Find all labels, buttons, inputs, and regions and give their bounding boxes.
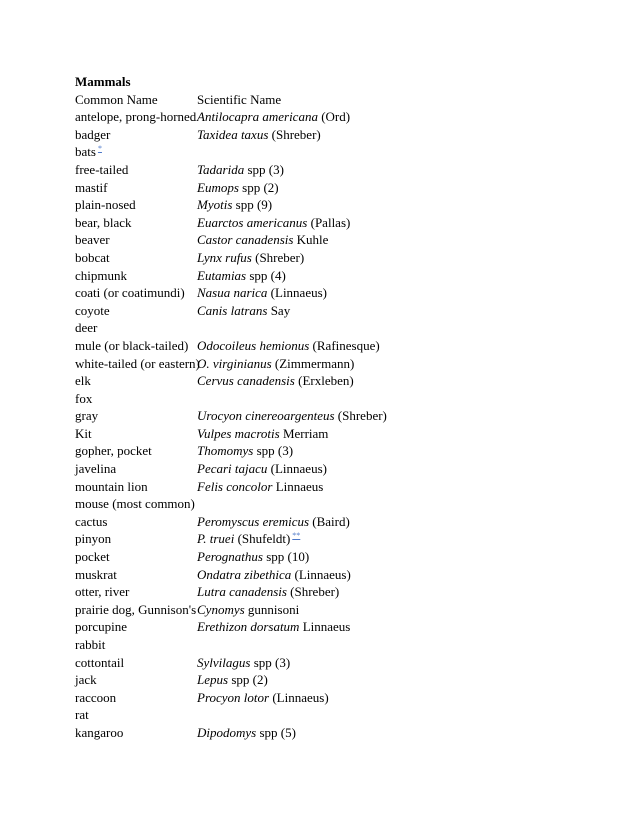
scientific-name-cell <box>197 284 615 302</box>
scientific-name-italic: Pecari tajacu <box>197 461 268 477</box>
common-name-cell: Kit <box>75 425 92 441</box>
table-row <box>75 390 615 408</box>
scientific-name-authority: Say <box>270 302 291 318</box>
table-row <box>75 460 615 478</box>
common-name-cell: elk <box>75 373 91 389</box>
common-name-cell: coyote <box>75 302 110 318</box>
scientific-name-italic: Thomomys <box>197 443 254 459</box>
common-name-cell: javelina <box>75 461 117 477</box>
common-name-cell: kangaroo <box>75 724 124 740</box>
common-name-cell: mouse (most common) <box>75 496 195 512</box>
table-row <box>75 214 615 232</box>
common-name-cell: mule (or black-tailed) <box>75 337 189 353</box>
table-row <box>75 724 615 742</box>
table-row <box>75 126 615 144</box>
common-name-cell: coati (or coatimundi) <box>75 285 185 301</box>
scientific-name-cell <box>197 355 615 373</box>
scientific-name-italic: Felis concolor <box>197 478 273 494</box>
scientific-name-cell <box>197 249 615 267</box>
scientific-name-cell <box>197 179 615 197</box>
species-list <box>75 108 615 741</box>
scientific-name-cell <box>197 601 615 619</box>
scientific-name-cell <box>197 214 615 232</box>
common-name-cell: mountain lion <box>75 478 148 494</box>
common-name-cell: rabbit <box>75 637 106 652</box>
scientific-name-authority: (Linnaeus) <box>272 689 329 705</box>
common-name-cell: antelope, prong-horned <box>75 109 197 125</box>
table-row <box>75 249 615 267</box>
scientific-name-italic: O. virginianus <box>197 355 272 371</box>
table-row <box>75 478 615 496</box>
scientific-name-italic: Euarctos americanus <box>197 214 308 230</box>
scientific-name-cell <box>197 161 615 179</box>
column-header-scientific: Scientific Name <box>197 91 282 107</box>
table-row <box>75 355 615 373</box>
scientific-name-cell <box>197 372 615 390</box>
footnote-link[interactable]: * <box>97 144 102 154</box>
scientific-name-cell <box>197 478 615 496</box>
scientific-name-cell <box>197 231 615 249</box>
scientific-name-italic: Procyon lotor <box>197 689 270 705</box>
table-row <box>75 337 615 355</box>
scientific-name-italic: Eumops <box>197 179 239 195</box>
common-name-cell: fox <box>75 390 93 406</box>
scientific-name-authority: (Erxleben) <box>298 373 354 389</box>
scientific-name-cell <box>197 654 615 672</box>
footnote-link[interactable]: ** <box>292 531 301 541</box>
scientific-name-authority: (Baird) <box>312 513 350 529</box>
section-heading: Mammals <box>75 74 131 89</box>
scientific-name-authority: (Pallas) <box>310 214 351 230</box>
common-name-cell: raccoon <box>75 689 117 705</box>
scientific-name-cell <box>197 513 615 531</box>
table-row <box>75 706 615 724</box>
table-row <box>75 179 615 197</box>
scientific-name-italic: Myotis <box>197 197 233 213</box>
scientific-name-italic: Sylvilagus <box>197 654 251 670</box>
scientific-name-cell <box>197 390 615 408</box>
scientific-name-authority: spp (5) <box>259 724 296 740</box>
table-row <box>75 143 615 161</box>
scientific-name-cell <box>197 636 615 654</box>
scientific-name-authority: spp (3) <box>256 443 294 459</box>
table-row <box>75 108 615 126</box>
common-name-cell: deer <box>75 320 98 336</box>
scientific-name-authority: spp (2) <box>242 179 279 195</box>
common-name-cell: chipmunk <box>75 267 127 283</box>
table-row <box>75 267 615 285</box>
scientific-name-cell <box>197 671 615 689</box>
scientific-name-cell <box>197 108 615 126</box>
common-name-cell: mastif <box>75 179 108 195</box>
scientific-name-italic: Tadarida <box>197 161 245 177</box>
scientific-name-italic: Lepus <box>197 672 229 688</box>
table-row <box>75 671 615 689</box>
scientific-name-cell <box>197 566 615 584</box>
scientific-name-authority: (Shreber) <box>255 249 305 265</box>
scientific-name-cell <box>197 196 615 214</box>
common-name-cell: rat <box>75 707 89 723</box>
scientific-name-cell <box>197 495 615 513</box>
scientific-name-cell <box>197 548 615 566</box>
table-row <box>75 161 615 179</box>
scientific-name-cell <box>197 425 615 443</box>
scientific-name-cell <box>197 689 615 707</box>
common-name-cell: bear, black <box>75 214 132 230</box>
common-name-cell: muskrat <box>75 566 117 582</box>
table-row <box>75 548 615 566</box>
scientific-name-italic: Taxidea taxus <box>197 126 269 142</box>
table-row <box>75 284 615 302</box>
scientific-name-italic: Cervus canadensis <box>197 373 295 389</box>
scientific-name-italic: Ondatra zibethica <box>197 566 292 582</box>
scientific-name-italic: Antilocapra americana <box>197 109 318 125</box>
scientific-name-italic: Cynomys <box>197 601 245 617</box>
common-name-cell: gopher, pocket <box>75 443 152 459</box>
table-row <box>75 425 615 443</box>
scientific-name-cell <box>197 583 615 601</box>
scientific-name-authority: spp (3) <box>247 161 284 177</box>
common-name-cell: bobcat <box>75 249 110 265</box>
scientific-name-authority: gunnisoni <box>247 601 300 617</box>
common-name-cell: jack <box>75 672 97 688</box>
scientific-name-italic: Perognathus <box>197 549 263 565</box>
scientific-name-cell <box>197 706 615 724</box>
table-row <box>75 530 615 548</box>
scientific-name-cell <box>197 143 615 161</box>
scientific-name-cell <box>197 460 615 478</box>
scientific-name-authority: spp (3) <box>253 654 291 670</box>
table-row <box>75 654 615 672</box>
common-name-cell: bats * <box>75 144 102 160</box>
scientific-name-italic: Eutamias <box>197 267 247 283</box>
scientific-name-cell <box>197 126 615 144</box>
column-header-common: Common Name <box>75 91 158 107</box>
scientific-name-italic: Urocyon cinereoargenteus <box>197 408 335 424</box>
scientific-name-authority: Linnaeus <box>275 478 324 494</box>
table-row <box>75 231 615 249</box>
scientific-name-authority: (Shreber) <box>290 584 340 600</box>
scientific-name-authority: spp (2) <box>231 672 268 688</box>
scientific-name-authority: (Linnaeus) <box>270 461 327 477</box>
common-name-cell: cottontail <box>75 654 125 670</box>
common-name-cell: white-tailed (or eastern) <box>75 355 200 371</box>
table-row <box>75 513 615 531</box>
common-name-cell: plain-nosed <box>75 197 136 213</box>
scientific-name-authority: (Ord) <box>321 109 351 125</box>
scientific-name-authority: Linnaeus <box>302 619 351 635</box>
scientific-name-italic: Odocoileus hemionus <box>197 337 310 353</box>
common-name-cell: prairie dog, Gunnison's <box>75 601 197 617</box>
scientific-name-cell <box>197 442 615 460</box>
common-name-cell: gray <box>75 408 99 424</box>
scientific-name-authority: spp (10) <box>266 549 310 565</box>
table-row <box>75 583 615 601</box>
common-name-cell: pocket <box>75 549 110 565</box>
common-name-cell: cactus <box>75 513 108 529</box>
scientific-name-italic: Nasua narica <box>197 285 268 301</box>
table-row <box>75 302 615 320</box>
common-name-cell: porcupine <box>75 619 127 635</box>
scientific-name-authority: (Rafinesque) <box>312 337 380 353</box>
scientific-name-authority: Merriam <box>282 425 329 441</box>
column-header-row <box>75 91 615 109</box>
common-name-cell: free-tailed <box>75 161 129 177</box>
scientific-name-italic: Lynx rufus <box>197 249 252 265</box>
table-row <box>75 319 615 337</box>
scientific-name-authority: (Shreber) <box>337 408 387 424</box>
table-row <box>75 689 615 707</box>
scientific-name-cell <box>197 302 615 320</box>
scientific-name-authority: (Shreber) <box>271 126 321 142</box>
scientific-name-authority: Kuhle <box>296 232 329 248</box>
scientific-name-authority: (Linnaeus) <box>294 566 351 582</box>
table-row <box>75 566 615 584</box>
scientific-name-authority: spp (9) <box>235 197 273 213</box>
table-row <box>75 618 615 636</box>
scientific-name-italic: Dipodomys <box>197 724 257 740</box>
scientific-name-authority: (Shufeldt) <box>237 531 291 547</box>
scientific-name-authority: (Zimmermann) <box>274 355 355 371</box>
scientific-name-authority: (Linnaeus) <box>270 285 327 301</box>
table-row <box>75 442 615 460</box>
common-name-cell: pinyon <box>75 531 112 547</box>
table-row <box>75 196 615 214</box>
scientific-name-authority: spp (4) <box>249 267 286 283</box>
table-row <box>75 495 615 513</box>
scientific-name-italic: Castor canadensis <box>197 232 294 248</box>
scientific-name-italic: Erethizon dorsatum <box>197 619 300 635</box>
scientific-name-cell <box>197 618 615 636</box>
common-name-cell: badger <box>75 126 111 142</box>
document-page <box>75 73 615 742</box>
table-row <box>75 407 615 425</box>
scientific-name-italic: P. truei <box>197 531 235 547</box>
scientific-name-cell <box>197 407 615 425</box>
table-row <box>75 601 615 619</box>
common-name-cell: otter, river <box>75 584 130 600</box>
scientific-name-cell <box>197 724 615 742</box>
scientific-name-cell <box>197 530 615 548</box>
scientific-name-italic: Vulpes macrotis <box>197 425 280 441</box>
table-row <box>75 372 615 390</box>
scientific-name-cell <box>197 337 615 355</box>
common-name-cell: beaver <box>75 232 110 248</box>
scientific-name-italic: Peromyscus eremicus <box>197 513 310 529</box>
table-row <box>75 636 615 654</box>
scientific-name-italic: Lutra canadensis <box>197 584 287 600</box>
scientific-name-cell <box>197 319 615 337</box>
scientific-name-cell <box>197 267 615 285</box>
scientific-name-italic: Canis latrans <box>197 302 268 318</box>
